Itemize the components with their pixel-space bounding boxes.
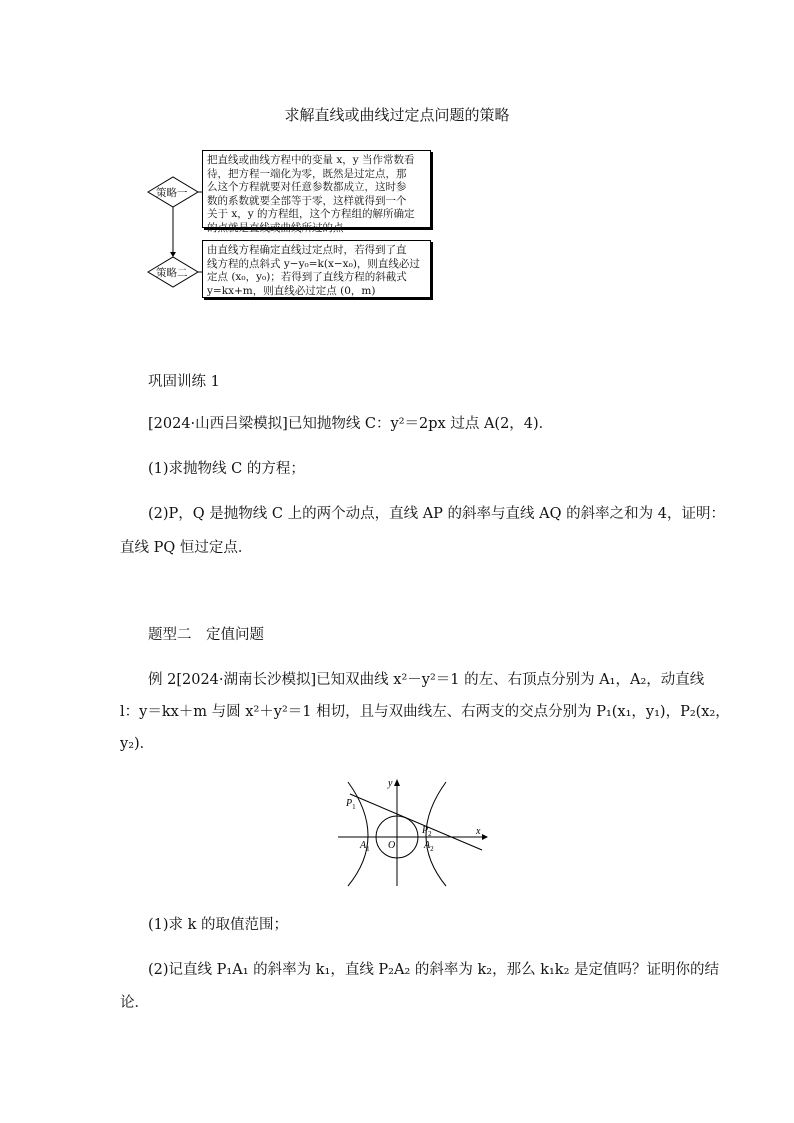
exercise-source: [2024·山西吕梁模拟]: [148, 416, 288, 432]
strategy1-line: 待，把方程一端化为零，既然是过定点，那: [207, 167, 407, 180]
strategy2-line: 由直线方程确定直线过定点时，若得到了直: [207, 244, 407, 256]
example2-q1: (1)求 k 的取值范围；: [148, 917, 289, 933]
exercise-q2-line2: 直线 PQ 恒过定点．: [120, 540, 253, 556]
strategy1-label: 策略一: [156, 187, 188, 199]
strategy2-line: 定点 (x₀，y₀)；若得到了直线方程的斜截式: [207, 271, 407, 283]
strategy2-box: [202, 240, 431, 298]
exercise-q1: (1)求抛物线 C 的方程；: [148, 461, 305, 477]
strategy1-line: 么这个方程就要对任意参数都成立，这时参: [207, 181, 407, 193]
exercise-heading: 巩固训练 1: [148, 374, 220, 390]
y-axis-arrow: [394, 779, 400, 786]
a1-label: $A_1$: [360, 840, 370, 853]
example2-q2-line2: 论．: [120, 995, 149, 1011]
strategy1-line: 的点就是直线或曲线所过的点: [207, 221, 344, 234]
strategy2-line: 线方程的点斜式 y−y₀=k(x−x₀)，则直线必过: [207, 257, 420, 270]
example2-line2: l：y＝kx＋m 与圆 x²＋y²＝1 相切，且与双曲线左、右两支的交点分别为 P₁(x₁，y₁)，P₂(x₂，: [120, 704, 730, 720]
x-axis-arrow: [482, 834, 488, 840]
page-title: 求解直线或曲线过定点问题的策略: [284, 106, 510, 124]
hyperbola-circle-figure: [330, 770, 500, 890]
strategy1-line: 关于 x，y 的方程组，这个方程组的解所确定: [207, 208, 415, 220]
strategy1-line: 把直线或曲线方程中的变量 x，y 当作常数看: [207, 154, 415, 166]
p2-label: $P_2$: [422, 825, 432, 838]
example2-line3: y₂)．: [120, 736, 155, 752]
strategy2-label: 策略二: [156, 267, 188, 279]
p1-label: $P_1$: [346, 798, 356, 811]
section2-heading: 题型二 定值问题: [148, 627, 264, 643]
strategy1-line: 数的系数就要全部等于零，这样就得到一个: [207, 194, 407, 207]
example2-q2-line1: (2)记直线 P₁A₁ 的斜率为 k₁，直线 P₂A₂ 的斜率为 k₂，那么 k₁k₂ 是定值吗？证明你的结: [148, 962, 720, 978]
strategy1-box: [202, 150, 431, 234]
y-label: y: [388, 778, 393, 789]
tangent-line: [350, 794, 482, 850]
a2-label: $A_2$: [424, 840, 434, 853]
example2-line1: 例 2[2024·湖南长沙模拟]已知双曲线 x²－y²＝1 的左、右顶点分别为 A₁，A₂，动直线: [148, 672, 705, 688]
exercise-stem: [148, 414, 553, 434]
exercise-stem-text: 已知抛物线 C：y²＝2px 过点 A(2，4)．: [287, 416, 554, 432]
x-label: x: [476, 826, 481, 837]
strategy2-line: y=kx+m，则直线必过定点 (0，m): [207, 284, 376, 297]
exercise-q2-line1: (2)P，Q 是抛物线 C 上的两个动点，直线 AP 的斜率与直线 AQ 的斜率之和为 4，证明：: [148, 506, 725, 522]
origin-label: O: [388, 840, 396, 851]
